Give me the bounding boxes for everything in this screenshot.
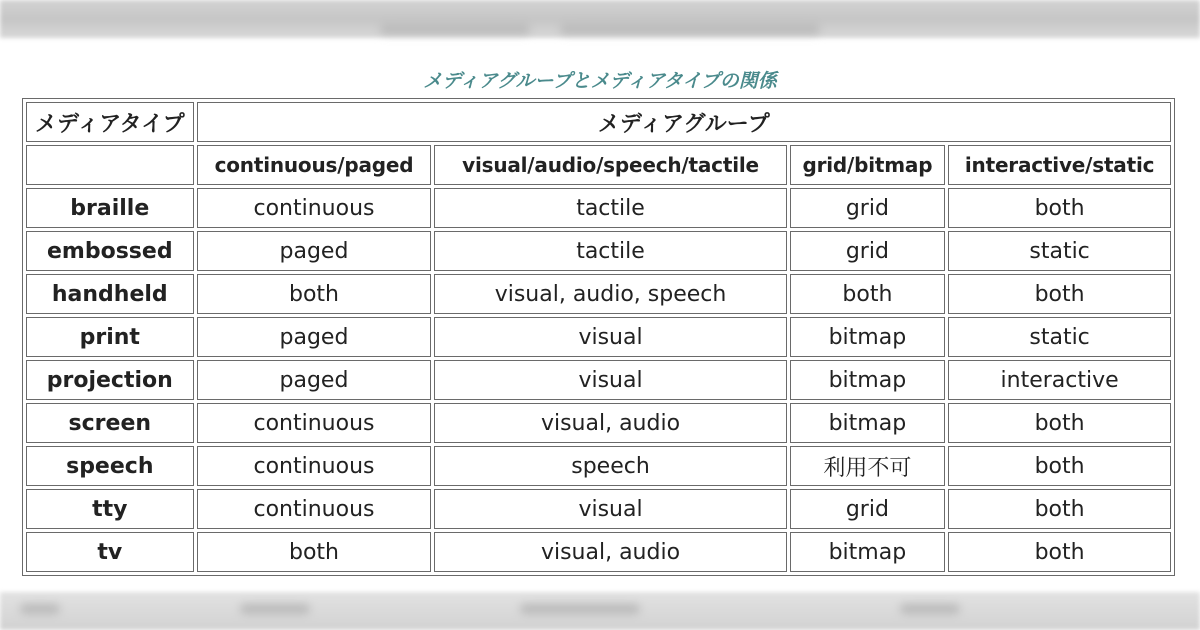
media-type-cell: speech xyxy=(26,446,194,486)
table-cell: grid xyxy=(790,231,946,271)
table-cell: bitmap xyxy=(790,360,946,400)
table-cell: grid xyxy=(790,489,946,529)
media-type-cell: tty xyxy=(26,489,194,529)
media-type-cell: embossed xyxy=(26,231,194,271)
empty-header-cell xyxy=(26,145,194,185)
column-header: visual/audio/speech/tactile xyxy=(434,145,786,185)
table-cell: both xyxy=(790,274,946,314)
column-header: continuous/paged xyxy=(197,145,432,185)
table-cell: continuous xyxy=(197,188,432,228)
blurred-bottom-edge xyxy=(0,592,1200,630)
column-header: grid/bitmap xyxy=(790,145,946,185)
column-header: interactive/static xyxy=(948,145,1171,185)
media-type-cell: screen xyxy=(26,403,194,443)
media-group-table xyxy=(22,98,1175,576)
table-caption: メディアグループとメディアタイプの関係 xyxy=(423,70,777,92)
table-cell: bitmap xyxy=(790,532,946,572)
table-row xyxy=(26,274,1171,314)
table-row xyxy=(26,360,1171,400)
table-cell: both xyxy=(197,532,432,572)
table-cell: paged xyxy=(197,317,432,357)
table-cell: tactile xyxy=(434,188,786,228)
table-cell: both xyxy=(197,274,432,314)
blurred-text xyxy=(520,604,640,614)
table-cell: continuous xyxy=(197,489,432,529)
table-row xyxy=(26,317,1171,357)
table-cell: static xyxy=(948,231,1171,271)
table-cell: both xyxy=(948,532,1171,572)
table-cell: visual, audio xyxy=(434,403,786,443)
table-cell: continuous xyxy=(197,446,432,486)
table-row xyxy=(26,532,1171,572)
blurred-text xyxy=(900,604,960,614)
table-row xyxy=(26,188,1171,228)
table-cell: both xyxy=(948,489,1171,529)
table-cell: tactile xyxy=(434,231,786,271)
table-body xyxy=(26,188,1171,572)
blurred-text xyxy=(20,604,60,614)
table-cell: continuous xyxy=(197,403,432,443)
media-type-cell: projection xyxy=(26,360,194,400)
blurred-top-edge xyxy=(0,0,1200,38)
table-row xyxy=(26,446,1171,486)
table-cell: visual, audio xyxy=(434,532,786,572)
table-row xyxy=(26,231,1171,271)
table-cell: both xyxy=(948,403,1171,443)
blurred-text xyxy=(560,24,820,34)
media-type-header: メディアタイプ xyxy=(26,102,194,142)
table-cell: bitmap xyxy=(790,317,946,357)
media-type-cell: tv xyxy=(26,532,194,572)
table-cell: visual, audio, speech xyxy=(434,274,786,314)
media-group-header: メディアグループ xyxy=(197,102,1171,142)
table-cell: visual xyxy=(434,317,786,357)
table-cell: 利用不可 xyxy=(790,446,946,486)
subheader-row xyxy=(26,145,1171,185)
media-type-cell: handheld xyxy=(26,274,194,314)
table-cell: visual xyxy=(434,360,786,400)
table-cell: grid xyxy=(790,188,946,228)
table-cell: visual xyxy=(434,489,786,529)
table-cell: both xyxy=(948,188,1171,228)
table-row xyxy=(26,489,1171,529)
table-cell: speech xyxy=(434,446,786,486)
blurred-text xyxy=(380,24,530,34)
header-row xyxy=(26,102,1171,142)
table-cell: both xyxy=(948,274,1171,314)
table-row xyxy=(26,403,1171,443)
table-cell: interactive xyxy=(948,360,1171,400)
blurred-text xyxy=(240,604,310,614)
media-type-cell: print xyxy=(26,317,194,357)
table-cell: bitmap xyxy=(790,403,946,443)
table-cell: both xyxy=(948,446,1171,486)
media-type-cell: braille xyxy=(26,188,194,228)
table-cell: static xyxy=(948,317,1171,357)
table-cell: paged xyxy=(197,360,432,400)
table-cell: paged xyxy=(197,231,432,271)
